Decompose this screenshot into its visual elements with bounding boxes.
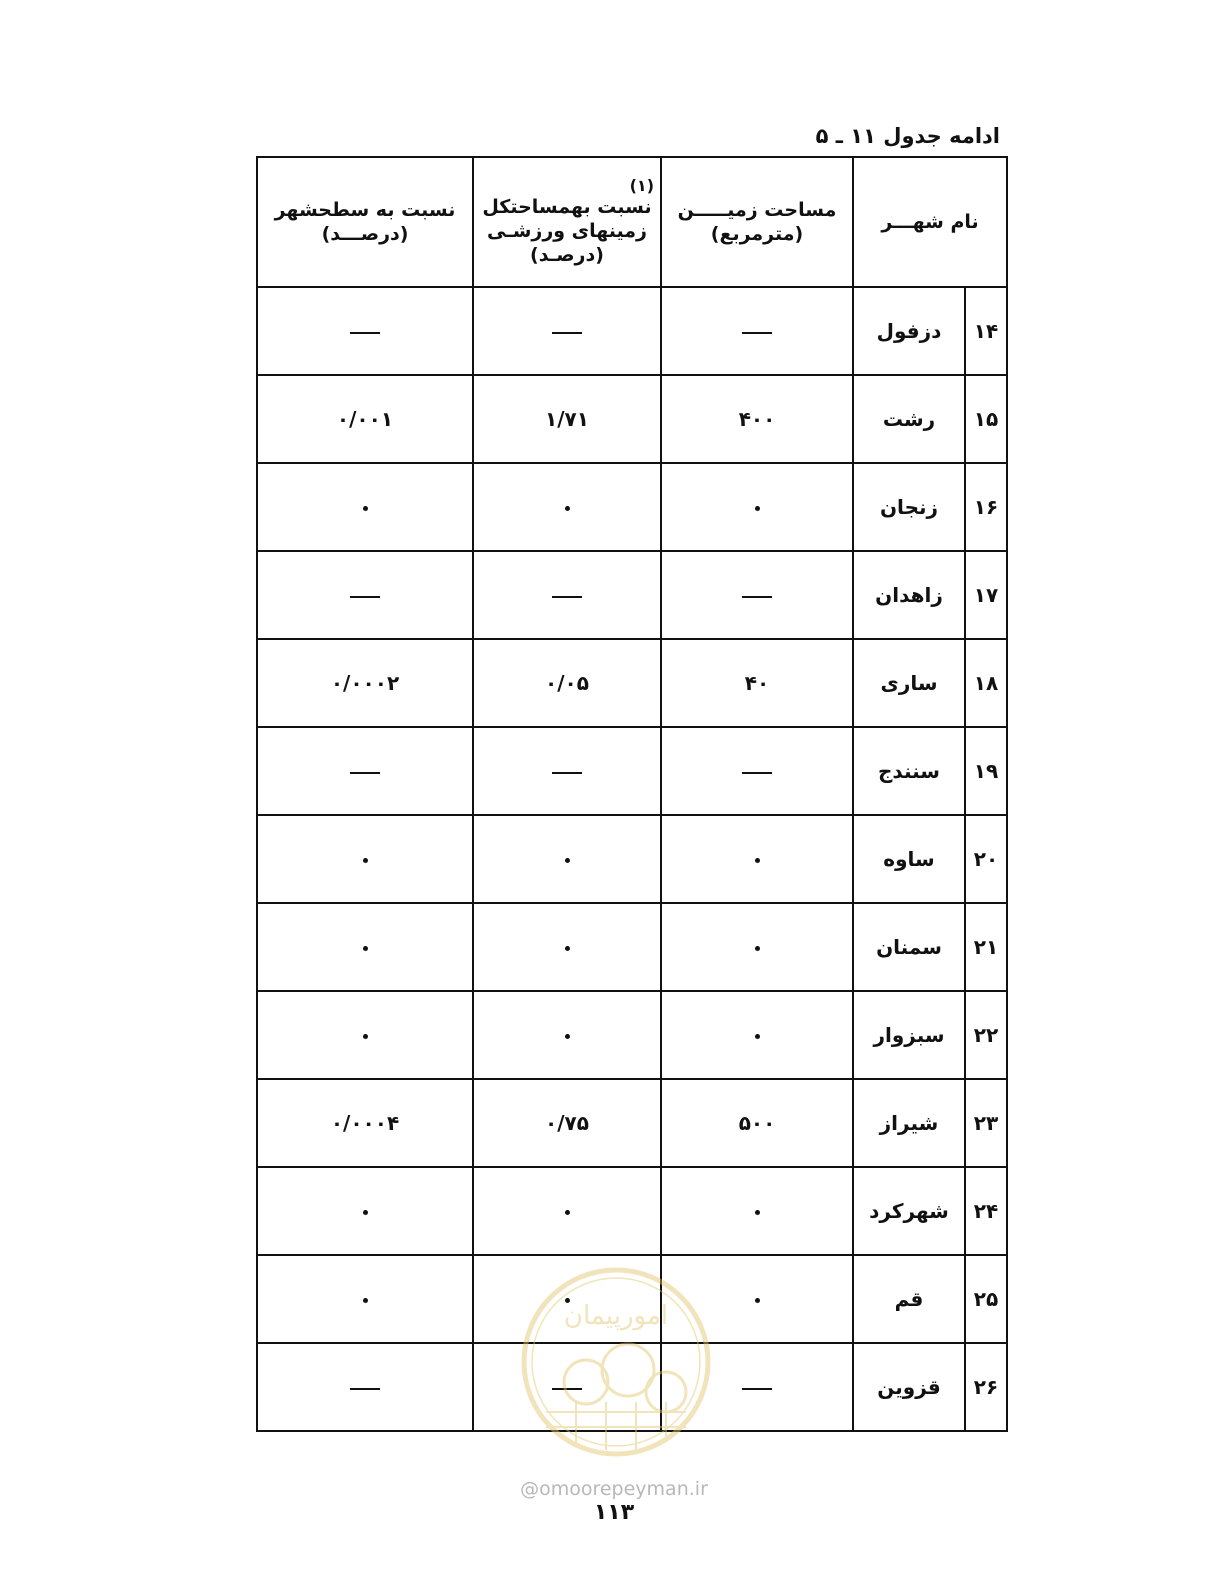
row-number-text: ۲۱	[973, 935, 999, 959]
table-row	[257, 1255, 1007, 1343]
watermark-text: امورپیمان	[563, 1301, 669, 1331]
footnote-marker: (۱)	[629, 176, 654, 195]
zero-dot	[755, 1034, 760, 1039]
area-cell	[661, 815, 853, 903]
area-cell	[661, 375, 853, 463]
table-header-row	[257, 157, 1007, 287]
table-caption: ادامه جدول ۱۱ ـ ۵	[815, 124, 1000, 148]
ratio-sport-cell	[473, 815, 661, 903]
header-ratio-sport-label: نسبت بهمساحتکل زمینهای ورزشـی	[482, 196, 652, 242]
area-cell-text: ۴۰۰	[738, 407, 776, 431]
table-row	[257, 639, 1007, 727]
area-cell-text: ۵۰۰	[738, 1111, 776, 1135]
area-cell	[661, 287, 853, 375]
ratio-city-cell	[257, 727, 473, 815]
ratio-city-cell	[257, 551, 473, 639]
city-name	[853, 1343, 965, 1431]
zero-dot	[565, 1298, 570, 1303]
dash-mark	[552, 1388, 582, 1390]
row-number-text: ۱۷	[973, 583, 999, 607]
ratio-sport-cell-text: ۰/۰۵	[545, 671, 589, 695]
row-number-text: ۲۳	[973, 1111, 999, 1135]
row-number-text: ۱۹	[973, 759, 999, 783]
row-number-text: ۱۵	[973, 407, 999, 431]
row-number	[965, 991, 1007, 1079]
city-name-text: سمنان	[876, 935, 942, 959]
header-area-label: مساحت زمیـــــن	[677, 199, 837, 221]
row-number-text: ۱۶	[973, 495, 999, 519]
row-number-text: ۲۵	[973, 1287, 999, 1311]
zero-dot	[363, 1210, 368, 1215]
ratio-city-cell	[257, 375, 473, 463]
city-name-text: رشت	[882, 407, 936, 431]
table-row	[257, 727, 1007, 815]
zero-dot	[565, 946, 570, 951]
row-number-text: ۱۸	[973, 671, 999, 695]
zero-dot	[363, 1298, 368, 1303]
ratio-city-cell	[257, 1167, 473, 1255]
dash-mark	[742, 1388, 772, 1390]
ratio-sport-cell	[473, 727, 661, 815]
table-row	[257, 903, 1007, 991]
ratio-city-cell	[257, 903, 473, 991]
table-row	[257, 1343, 1007, 1431]
city-name-text: شهرکرد	[869, 1199, 949, 1223]
ratio-sport-cell	[473, 1343, 661, 1431]
dash-mark	[350, 332, 380, 334]
city-name-text: قم	[894, 1287, 924, 1311]
row-number	[965, 1079, 1007, 1167]
row-number	[965, 727, 1007, 815]
row-number	[965, 639, 1007, 727]
header-ratio-city	[257, 157, 473, 287]
area-cell	[661, 551, 853, 639]
table-body	[257, 287, 1007, 1431]
row-number	[965, 287, 1007, 375]
table-row	[257, 463, 1007, 551]
area-cell-text: ۴۰	[744, 671, 770, 695]
city-name	[853, 639, 965, 727]
zero-dot	[755, 506, 760, 511]
zero-dot	[363, 1034, 368, 1039]
dash-mark	[350, 1388, 380, 1390]
row-number-text: ۲۰	[973, 847, 999, 871]
zero-dot	[755, 858, 760, 863]
area-cell	[661, 1167, 853, 1255]
area-cell	[661, 903, 853, 991]
dash-mark	[552, 772, 582, 774]
city-name	[853, 551, 965, 639]
ratio-sport-cell-text: ۱/۷۱	[545, 407, 589, 431]
city-name-text: ساوه	[883, 847, 935, 871]
header-ratio-sport-unit: (درصـد)	[530, 244, 604, 266]
ratio-city-cell	[257, 1255, 473, 1343]
dash-mark	[742, 332, 772, 334]
row-number	[965, 551, 1007, 639]
table-row	[257, 551, 1007, 639]
ratio-city-cell-text: ۰/۰۰۱	[336, 407, 394, 431]
table-row	[257, 1167, 1007, 1255]
row-number	[965, 1343, 1007, 1431]
row-number-text: ۲۴	[973, 1199, 999, 1223]
table-row	[257, 287, 1007, 375]
city-name	[853, 903, 965, 991]
row-number	[965, 1167, 1007, 1255]
ratio-city-cell	[257, 1343, 473, 1431]
ratio-sport-cell	[473, 1167, 661, 1255]
area-cell	[661, 1255, 853, 1343]
zero-dot	[565, 1034, 570, 1039]
row-number-text: ۲۲	[973, 1023, 999, 1047]
header-city	[853, 157, 1007, 287]
dash-mark	[552, 332, 582, 334]
zero-dot	[565, 1210, 570, 1215]
city-name-text: سبزوار	[873, 1023, 945, 1047]
zero-dot	[565, 858, 570, 863]
ratio-city-cell-text: ۰/۰۰۰۲	[330, 671, 400, 695]
ratio-city-cell	[257, 815, 473, 903]
city-name	[853, 1079, 965, 1167]
city-name	[853, 1167, 965, 1255]
site-url-text: omoorepeyman.ir	[539, 1478, 708, 1500]
row-number-text: ۱۴	[973, 319, 999, 343]
city-name-text: شیراز	[879, 1111, 939, 1135]
city-name-text: سنندج	[878, 759, 940, 783]
row-number	[965, 815, 1007, 903]
header-ratio-city-unit: (درصـــد)	[321, 223, 409, 245]
city-name-text: ساری	[880, 671, 938, 695]
area-cell	[661, 463, 853, 551]
ratio-sport-cell	[473, 991, 661, 1079]
table-row	[257, 991, 1007, 1079]
ratio-sport-cell	[473, 639, 661, 727]
ratio-city-cell	[257, 639, 473, 727]
ratio-sport-cell-text: ۰/۷۵	[545, 1111, 589, 1135]
table-row	[257, 815, 1007, 903]
dash-mark	[742, 596, 772, 598]
city-name-text: زنجان	[879, 495, 939, 519]
city-name	[853, 991, 965, 1079]
row-number-text: ۲۶	[973, 1375, 999, 1399]
ratio-city-cell	[257, 991, 473, 1079]
header-ratio-city-label: نسبت به سطحشهر	[274, 199, 456, 221]
table-row	[257, 375, 1007, 463]
data-table	[256, 156, 1008, 1432]
ratio-sport-cell	[473, 287, 661, 375]
area-cell	[661, 639, 853, 727]
zero-dot	[755, 1210, 760, 1215]
ratio-city-cell	[257, 287, 473, 375]
row-number	[965, 1255, 1007, 1343]
row-number	[965, 903, 1007, 991]
city-name	[853, 463, 965, 551]
city-name	[853, 815, 965, 903]
city-name	[853, 375, 965, 463]
zero-dot	[755, 946, 760, 951]
dash-mark	[350, 596, 380, 598]
page-number: ۱۱۳	[593, 1500, 635, 1525]
ratio-city-cell-text: ۰/۰۰۰۴	[330, 1111, 400, 1135]
zero-dot	[363, 858, 368, 863]
at-icon: @	[520, 1478, 540, 1500]
area-cell	[661, 1079, 853, 1167]
city-name	[853, 287, 965, 375]
ratio-sport-cell	[473, 375, 661, 463]
row-number	[965, 463, 1007, 551]
ratio-sport-cell	[473, 1255, 661, 1343]
row-number	[965, 375, 1007, 463]
ratio-city-cell	[257, 1079, 473, 1167]
zero-dot	[755, 1298, 760, 1303]
header-city-label: نام شهـــر	[881, 211, 979, 233]
ratio-sport-cell	[473, 551, 661, 639]
city-name-text: دزفول	[876, 319, 942, 343]
city-name	[853, 727, 965, 815]
area-cell	[661, 727, 853, 815]
header-area	[661, 157, 853, 287]
header-area-unit: (مترمربع)	[710, 223, 804, 245]
dash-mark	[742, 772, 772, 774]
ratio-sport-cell	[473, 463, 661, 551]
ratio-sport-cell	[473, 1079, 661, 1167]
dash-mark	[350, 772, 380, 774]
table-row	[257, 1079, 1007, 1167]
zero-dot	[565, 506, 570, 511]
zero-dot	[363, 506, 368, 511]
city-name-text: زاهدان	[875, 583, 943, 607]
zero-dot	[363, 946, 368, 951]
city-name	[853, 1255, 965, 1343]
area-cell	[661, 991, 853, 1079]
city-name-text: قزوین	[877, 1375, 941, 1399]
ratio-city-cell	[257, 463, 473, 551]
area-cell	[661, 1343, 853, 1431]
header-ratio-sport	[473, 157, 661, 287]
dash-mark	[552, 596, 582, 598]
site-url	[0, 1478, 1228, 1500]
ratio-sport-cell	[473, 903, 661, 991]
